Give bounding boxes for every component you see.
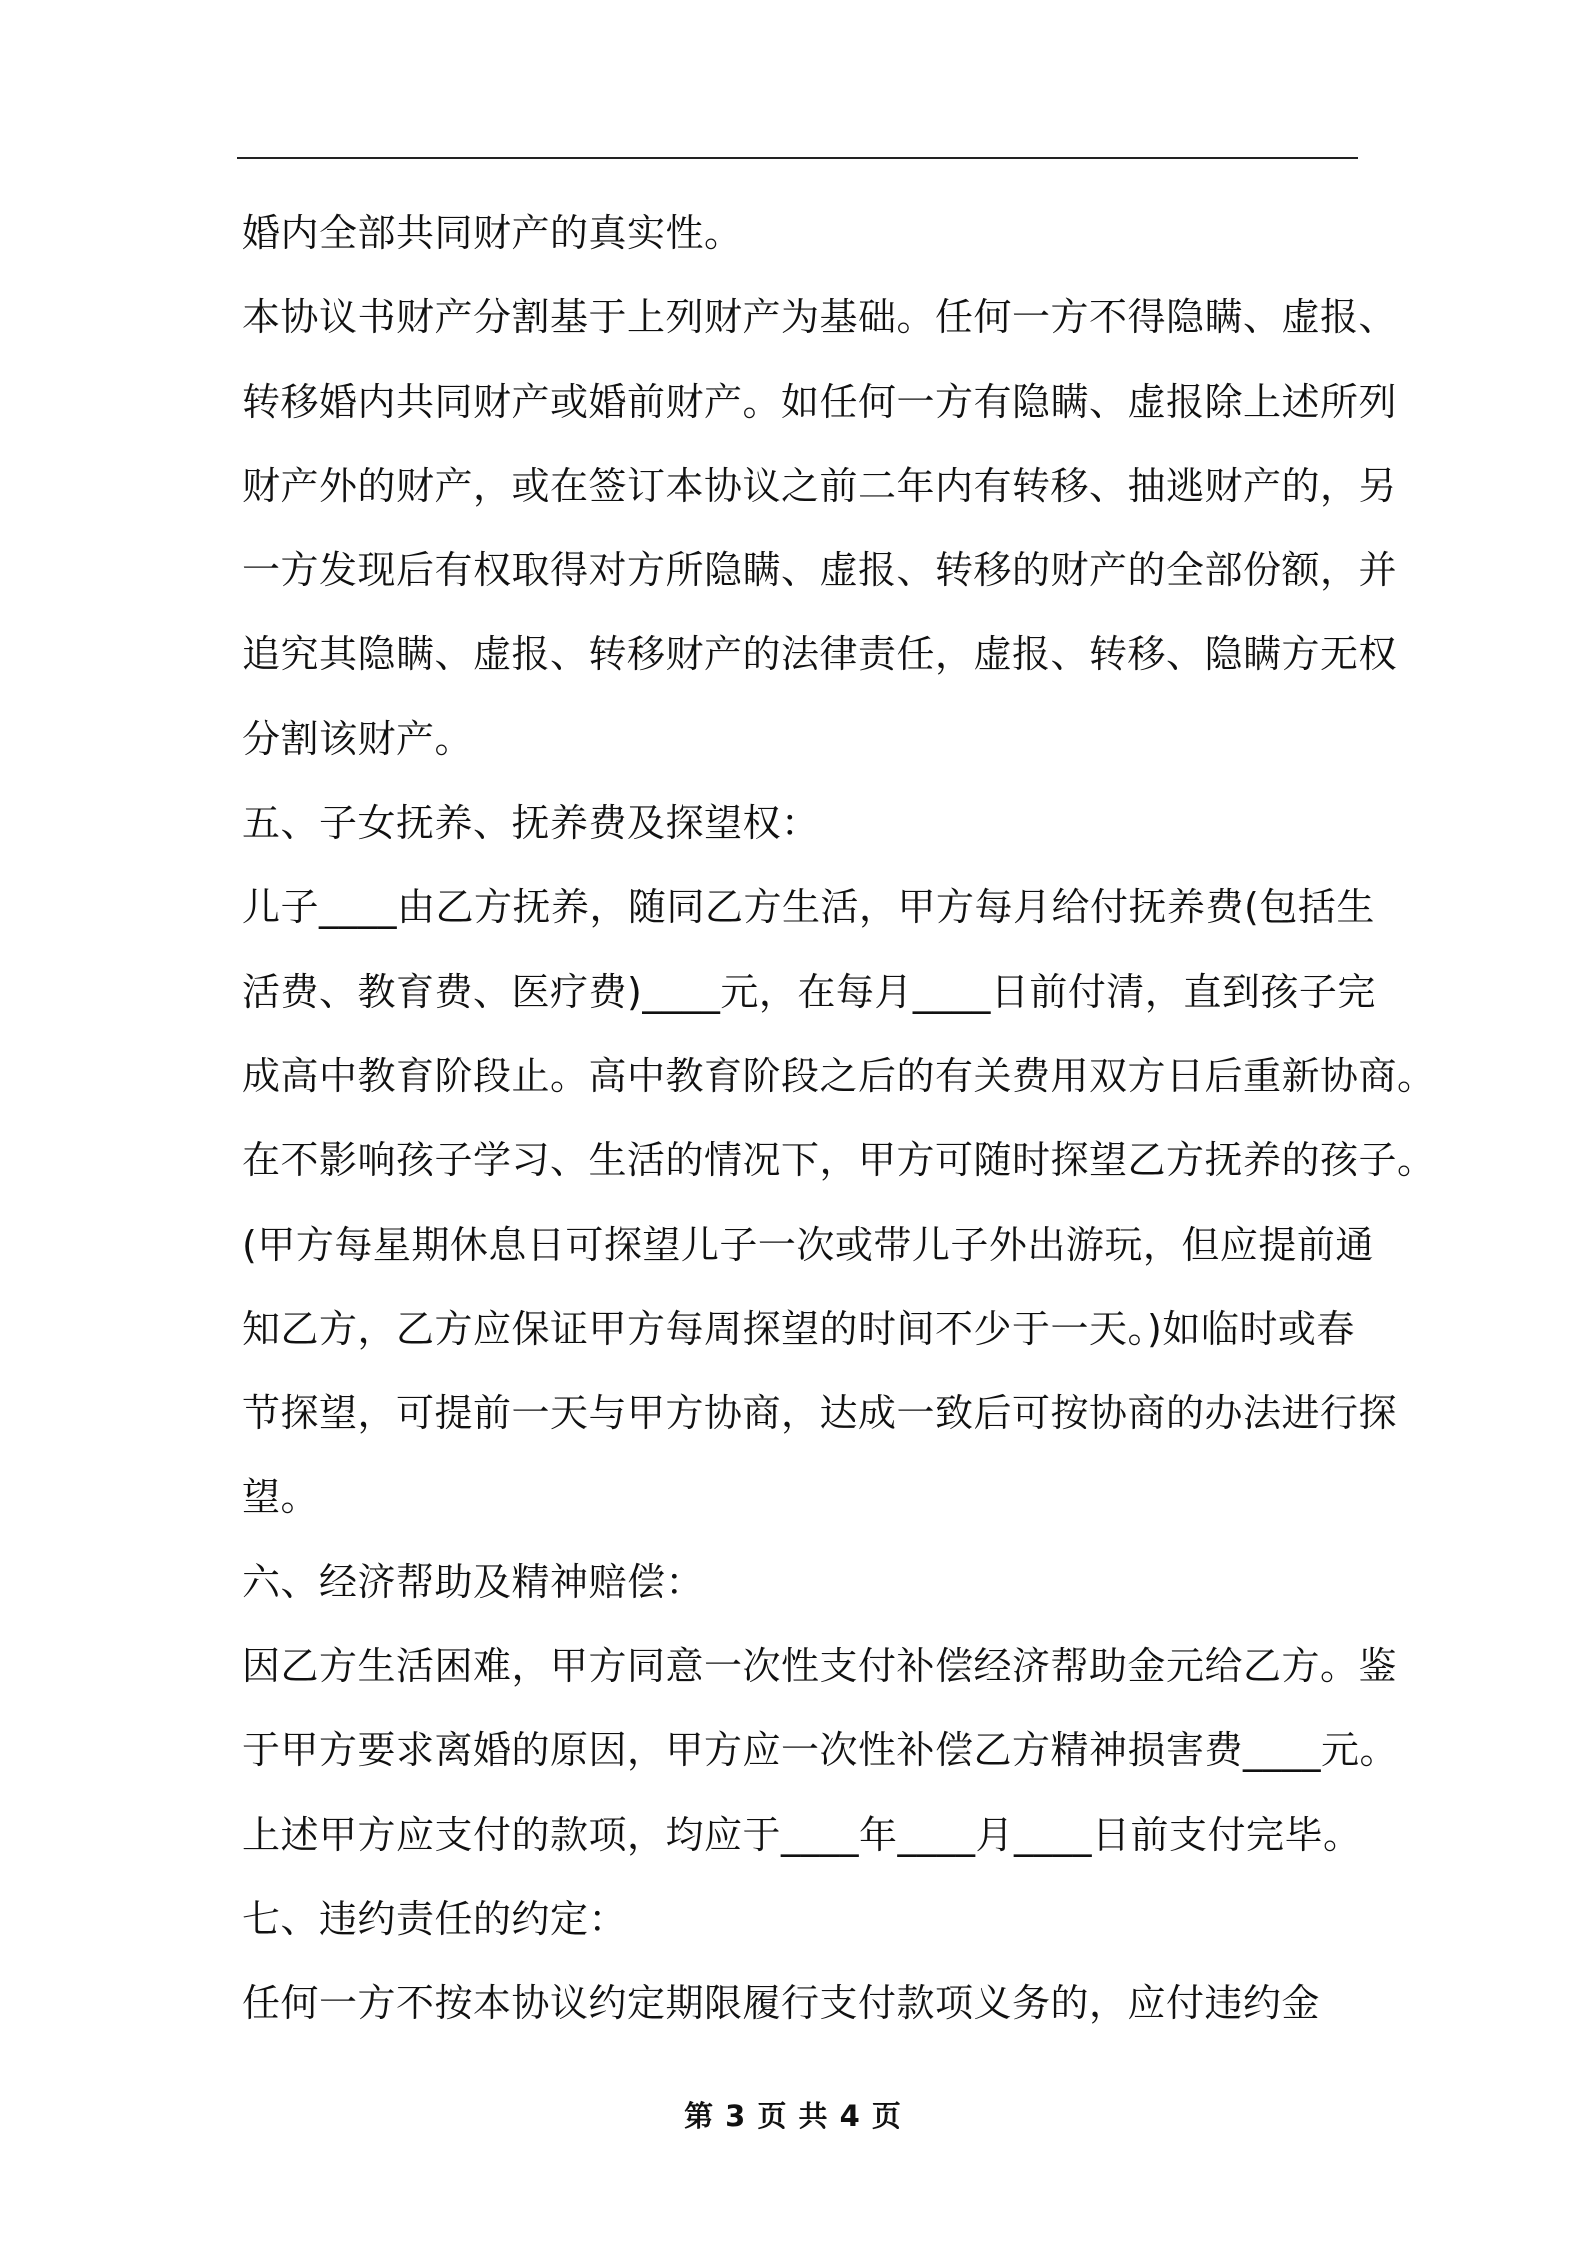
header-rule	[237, 157, 1358, 159]
body-line: 任何一方不按本协议约定期限履行支付款项义务的，应付违约金	[242, 1981, 1321, 2026]
section-heading-7: 七、违约责任的约定：	[242, 1896, 628, 1941]
body-line: 节探望，可提前一天与甲方协商，达成一致后可按协商的办法进行探	[242, 1391, 1398, 1436]
document-body	[242, 191, 1436, 2046]
body-line: 分割该财产。	[242, 716, 474, 761]
body-line: 财产外的财产，或在签订本协议之前二年内有转移、抽逃财产的，另	[242, 463, 1398, 508]
body-line: 上述甲方应支付的款项，均应于____年____月____日前支付完毕。	[242, 1812, 1362, 1857]
body-line: 儿子____由乙方抚养，随同乙方生活，甲方每月给付抚养费(包括生	[242, 885, 1375, 930]
body-line: 活费、教育费、医疗费)____元，在每月____日前付清，直到孩子完	[242, 969, 1376, 1014]
section-heading-5: 五、子女抚养、抚养费及探望权：	[242, 801, 820, 846]
body-line: 于甲方要求离婚的原因，甲方应一次性补偿乙方精神损害费____元。	[242, 1728, 1399, 1773]
page-number-footer: 第 3 页 共 4 页	[684, 2099, 902, 2133]
body-line: 本协议书财产分割基于上列财产为基础。任何一方不得隐瞒、虚报、	[242, 295, 1398, 340]
body-line: 在不影响孩子学习、生活的情况下，甲方可随时探望乙方抚养的孩子。	[242, 1138, 1436, 1183]
body-line: (甲方每星期休息日可探望儿子一次或带儿子外出游玩，但应提前通	[242, 1222, 1374, 1267]
body-line: 因乙方生活困难，甲方同意一次性支付补偿经济帮助金元给乙方。鉴	[242, 1644, 1398, 1689]
body-line: 望。	[242, 1475, 320, 1520]
body-line: 转移婚内共同财产或婚前财产。如任何一方有隐瞒、虚报除上述所列	[242, 379, 1398, 424]
body-line: 追究其隐瞒、虚报、转移财产的法律责任，虚报、转移、隐瞒方无权	[242, 632, 1398, 677]
body-line: 知乙方，乙方应保证甲方每周探望的时间不少于一天。)如临时或春	[242, 1306, 1355, 1351]
section-heading-6: 六、经济帮助及精神赔偿：	[242, 1559, 705, 1604]
body-line: 成高中教育阶段止。高中教育阶段之后的有关费用双方日后重新协商。	[242, 1053, 1436, 1098]
body-line: 一方发现后有权取得对方所隐瞒、虚报、转移的财产的全部份额，并	[242, 548, 1398, 593]
body-line: 婚内全部共同财产的真实性。	[242, 211, 743, 255]
